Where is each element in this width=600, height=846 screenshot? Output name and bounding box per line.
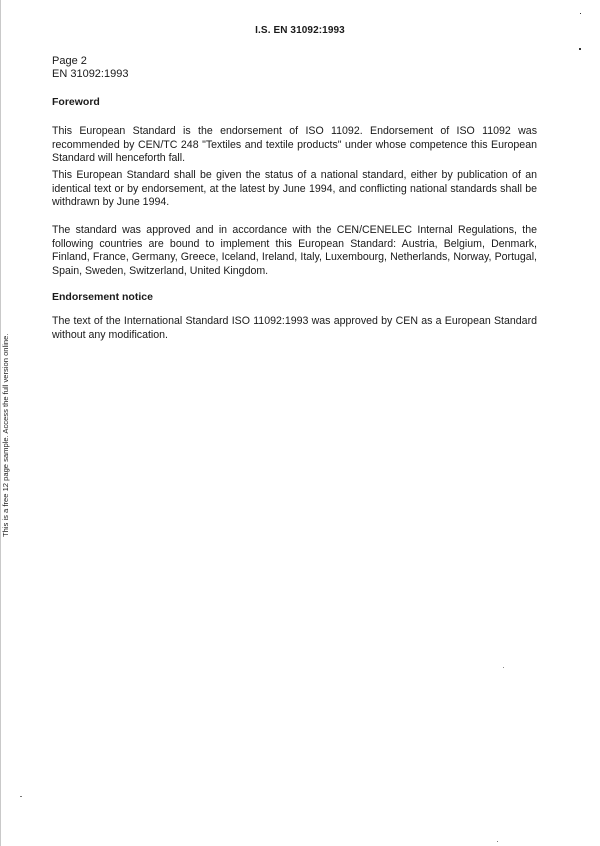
page-number: Page 2 [52,55,87,67]
foreword-heading: Foreword [52,96,100,108]
scan-speck [20,796,22,797]
endorsement-notice-text: The text of the International Standard ISO 11092:1993 was approved by CEN as a European Standard without any modification. [52,315,537,341]
standard-header-title: I.S. EN 31092:1993 [255,25,345,36]
endorsement-notice-heading: Endorsement notice [52,291,153,303]
document-reference: EN 31092:1993 [52,68,129,80]
foreword-paragraph: The standard was approved and in accordance with the CEN/CENELEC Internal Regulations, the following countries are bound to implement this European Standard: Austria, Belgium, Denmark, Finland, France, Germany, Greece, Iceland, Ireland, Italy, Luxembourg, Netherlands, Norway, Portugal, Spain, Sweden, Switzerland, United Kingdom. [52,224,537,278]
sample-side-note: This is a free 12 page sample. Access the full version online. [1,333,10,537]
scan-speck [580,13,581,14]
scan-speck [497,841,498,842]
scan-speck [579,48,581,50]
foreword-paragraph: This European Standard shall be given the status of a national standard, either by publication of an identical text or by endorsement, at the latest by June 1994, and conflicting national standards shall be withdrawn by June 1994. [52,169,537,209]
scan-speck [503,667,504,668]
foreword-paragraph: This European Standard is the endorsement of ISO 11092. Endorsement of ISO 11092 was recommended by CEN/TC 248 "Textiles and textile products" under whose competence this European Standard will henceforth fall. [52,125,537,165]
